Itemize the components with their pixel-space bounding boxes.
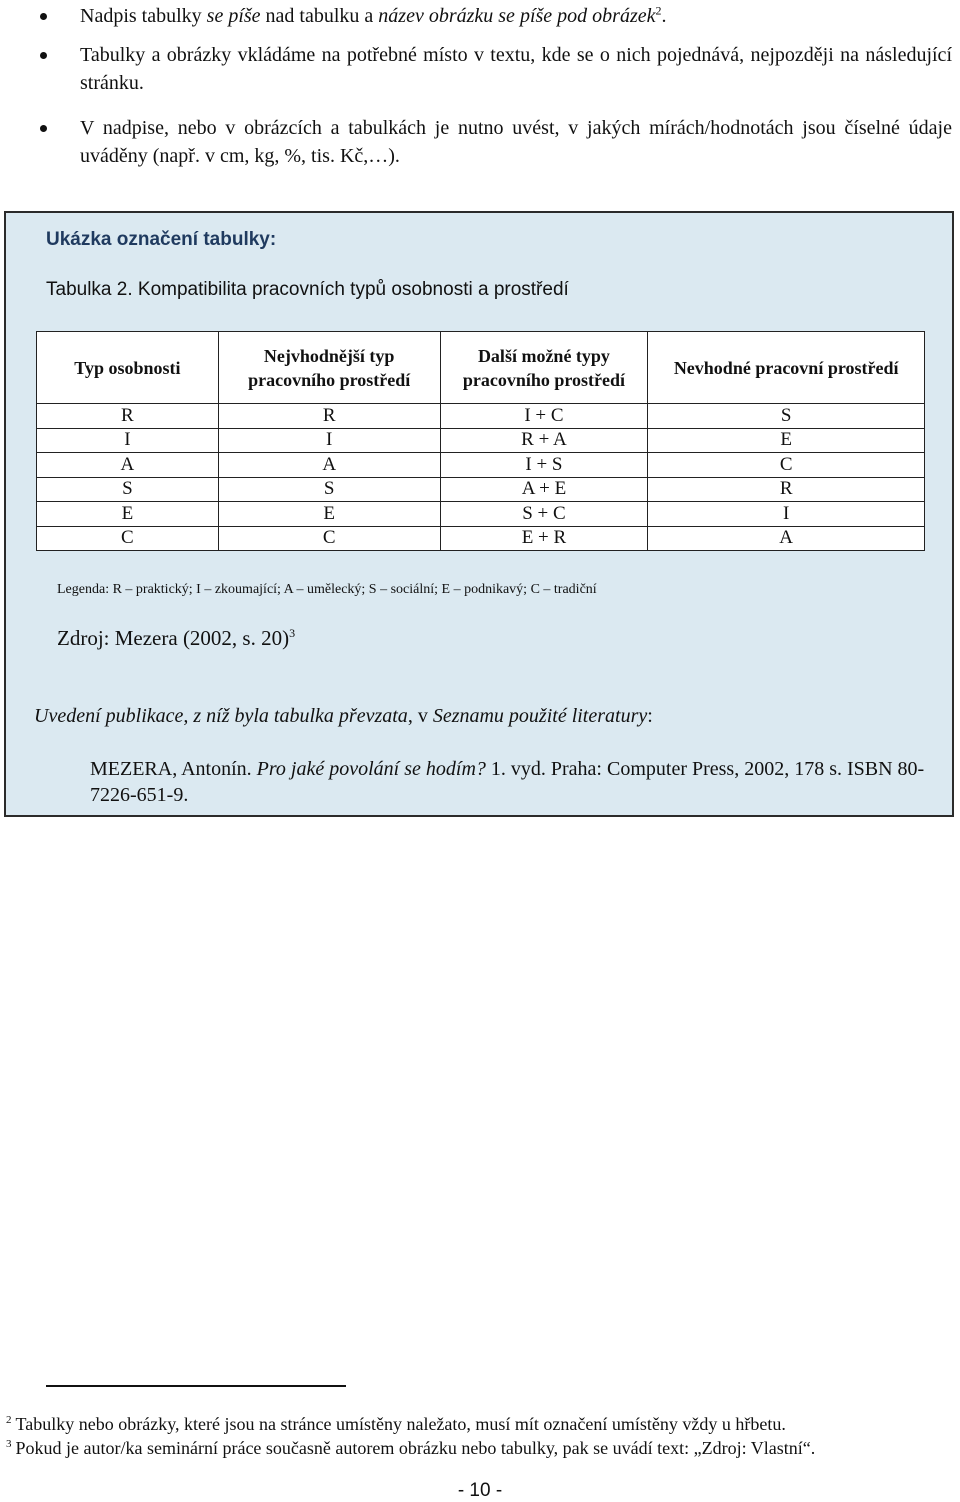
footnote-text: Tabulky nebo obrázky, které jsou na stránce umístěny naležato, musí mít označení umístěny vždy u hřbetu. xyxy=(15,1414,786,1434)
footnote-number: 2 xyxy=(6,1414,12,1426)
bullet-text: . xyxy=(661,5,667,27)
table-row xyxy=(37,502,925,527)
intro-text: Uvedení publikace, z níž byla tabulka převzata xyxy=(34,705,408,727)
bullet-item xyxy=(80,2,952,30)
bullet-text: název obrázku se píše pod obrázek xyxy=(378,5,656,27)
page-number: - 10 - xyxy=(457,1480,503,1501)
bullet-icon xyxy=(40,125,47,132)
table-cell: A xyxy=(37,453,219,478)
citation-details: 1. vyd. Praha: Computer Press, 2002, 178 s. ISBN 80-7226-651-9. xyxy=(90,758,925,806)
table-cell: R + A xyxy=(440,428,648,453)
table-cell: S xyxy=(648,404,925,429)
table-cell: R xyxy=(648,477,925,502)
table-header-row xyxy=(37,332,925,404)
source-text: Zdroj: Mezera (2002, s. 20) xyxy=(57,626,290,650)
citation-author: MEZERA, Antonín. xyxy=(90,758,257,780)
table-cell: I + C xyxy=(440,404,648,429)
table-row xyxy=(37,428,925,453)
table-cell: A xyxy=(218,453,440,478)
publication-intro xyxy=(34,705,653,728)
table-cell: A xyxy=(648,526,925,551)
table-header: Nevhodné pracovní prostředí xyxy=(648,332,925,404)
table-cell: E + R xyxy=(440,526,648,551)
table-cell: S xyxy=(218,477,440,502)
table-row xyxy=(37,404,925,429)
bullet-icon xyxy=(40,52,47,59)
footnote-ref[interactable]: 2 xyxy=(655,3,662,18)
bullet-text: Nadpis tabulky xyxy=(80,5,207,27)
table-cell: R xyxy=(218,404,440,429)
table-row xyxy=(37,453,925,478)
bullet-icon xyxy=(40,13,47,20)
bullet-text: Tabulky a obrázky vkládáme na potřebné místo v textu, kde se o nich pojednává, nejpozději na následující stránku. xyxy=(80,44,952,94)
bullet-item xyxy=(80,41,952,97)
footnote xyxy=(6,1414,956,1435)
table-row xyxy=(37,477,925,502)
table-cell: E xyxy=(648,428,925,453)
table-cell: E xyxy=(218,502,440,527)
bullet-text: nad tabulku a xyxy=(260,5,379,27)
table-cell: C xyxy=(218,526,440,551)
table-caption: Tabulka 2. Kompatibilita pracovních typů osobnosti a prostředí xyxy=(46,279,569,300)
intro-text: , v xyxy=(407,705,433,727)
footnote-text: Pokud je autor/ka seminární práce současně autorem obrázku nebo tabulky, pak se uvádí text: „Zdroj: Vlastní“. xyxy=(15,1438,816,1458)
intro-text: Seznamu použité literatury xyxy=(432,705,648,727)
table-cell: R xyxy=(37,404,219,429)
citation-title: Pro jaké povolání se hodím? xyxy=(256,758,486,780)
footnote-separator xyxy=(46,1385,346,1387)
footnote-number: 3 xyxy=(6,1438,12,1450)
bullet-text: V nadpise, nebo v obrázcích a tabulkách je nutno uvést, v jakých mírách/hodnotách jsou číselné údaje uváděny (např. v cm, kg, %, tis. Kč,…). xyxy=(80,117,952,167)
table-cell: E xyxy=(37,502,219,527)
table-cell: A + E xyxy=(440,477,648,502)
citation xyxy=(90,756,930,808)
bullet-item xyxy=(80,114,952,170)
table-cell: I xyxy=(648,502,925,527)
table-cell: S + C xyxy=(440,502,648,527)
table-cell: C xyxy=(648,453,925,478)
table-cell: I + S xyxy=(440,453,648,478)
compatibility-table xyxy=(36,331,925,551)
table-legend: Legenda: R – praktický; I – zkoumající; A – umělecký; S – sociální; E – podnikavý; C – tradiční xyxy=(57,582,597,597)
bullet-text: se píše xyxy=(206,5,261,27)
table-cell: C xyxy=(37,526,219,551)
sample-title: Ukázka označení tabulky: xyxy=(46,229,277,250)
table-cell: S xyxy=(37,477,219,502)
table-cell: I xyxy=(218,428,440,453)
table-cell: I xyxy=(37,428,219,453)
table-header: Nejvhodnější typ pracovního prostředí xyxy=(218,332,440,404)
intro-text: : xyxy=(647,705,653,727)
table-header: Typ osobnosti xyxy=(37,332,219,404)
table-source xyxy=(57,626,295,651)
footnote xyxy=(6,1438,956,1459)
table-row xyxy=(37,526,925,551)
footnote-ref[interactable]: 3 xyxy=(289,626,296,640)
table-header: Další možné typy pracovního prostředí xyxy=(440,332,648,404)
